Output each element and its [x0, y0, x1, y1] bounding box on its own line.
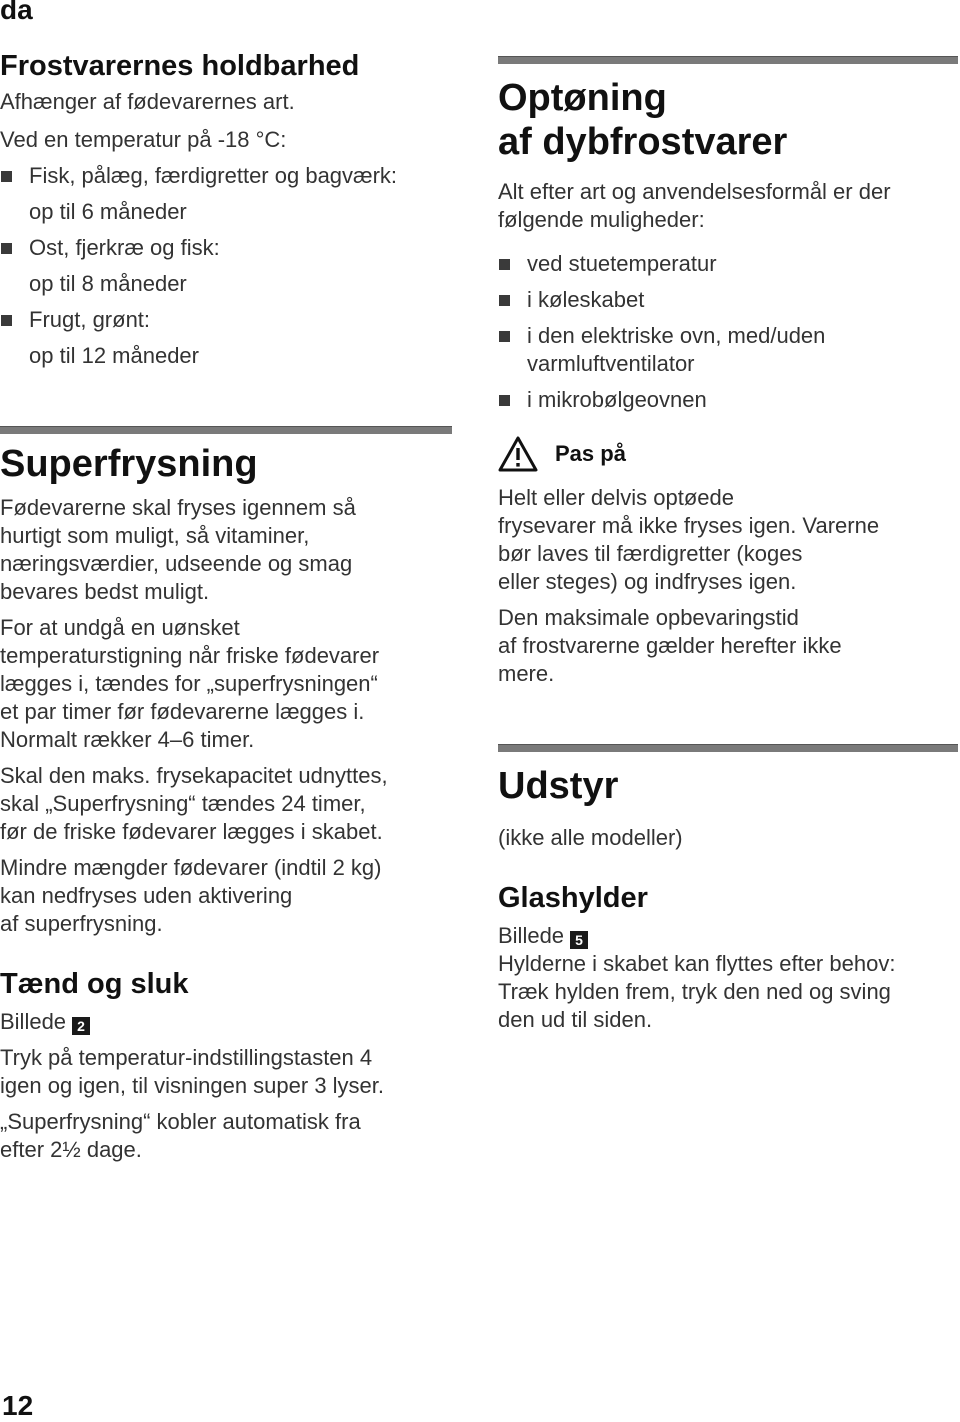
list-item: Ost, fjerkræ og fisk: op til 8 måneder: [0, 234, 452, 298]
paragraph-max-storage: Den maksimale opbevaringstid af frostvarerne gælder herefter ikke mere.: [498, 605, 842, 686]
paragraph-temperature: Ved en temperatur på -18 °C:: [0, 127, 287, 152]
list-item: i den elektriske ovn, med/uden varmluftventilator: [498, 322, 958, 378]
paragraph-auto-off: „Superfrysning“ kobler automatisk fra efter 2½ dage.: [0, 1109, 361, 1162]
figure-reference: Billede 2: [0, 1008, 452, 1036]
list-item: i mikrobølgeovnen: [498, 386, 958, 414]
section-divider: [498, 56, 958, 64]
paragraph-do-not-refreeze: Helt eller delvis optøede frysevarer må ikke fryses igen. Varerne bør laves til færdigretter (koges eller steges) og indfryses igen.: [498, 485, 880, 594]
bullet-square-icon: [1, 171, 12, 182]
bullet-square-icon: [499, 395, 510, 406]
list-item: Fisk, pålæg, færdigretter og bagværk: op til 6 måneder: [0, 162, 452, 226]
bullet-square-icon: [1, 315, 12, 326]
language-code: da: [0, 0, 33, 25]
bullet-square-icon: [499, 331, 510, 342]
warning-title: Pas på: [555, 441, 626, 466]
left-column: [0, 48, 452, 1164]
list-item: i køleskabet: [498, 286, 958, 314]
bullet-square-icon: [499, 259, 510, 270]
paragraph-small-amounts: Mindre mængder fødevarer (indtil 2 kg) kan nedfryses uden aktivering af superfrysning.: [0, 855, 382, 936]
paragraph-avoid-rise: For at undgå en uønsket temperaturstigning når friske fødevarer lægges i, tændes for „superfrysningen“ et par timer før fødevarerne lægges i. Normalt rækker 4–6 timer.: [0, 615, 380, 752]
heading-storage-life: Frostvarernes holdbarhed: [0, 50, 360, 82]
paragraph-shelves-move: Hylderne i skabet kan flyttes efter behov: Træk hylden frem, tryk den ned og sving den ud til siden.: [498, 951, 896, 1032]
paragraph-freeze-fast: Fødevarerne skal fryses igennem så hurtigt som muligt, så vitaminer, næringsværdier, udseende og smag bevares bedst muligt.: [0, 495, 356, 604]
figure-number-badge: 2: [72, 1017, 90, 1035]
paragraph-press-key: Tryk på temperatur-indstillingstasten 4 igen og igen, til visningen super 3 lyser.: [0, 1045, 385, 1098]
section-divider: [498, 744, 958, 752]
page-number: 12: [2, 1390, 34, 1421]
thawing-list: [498, 250, 958, 414]
bullet-square-icon: [499, 295, 510, 306]
heading-thawing: Optøning af dybfrostvarer: [498, 77, 788, 163]
warning-triangle-icon: [498, 436, 538, 472]
figure-number-badge: 5: [570, 931, 588, 949]
section-divider: [0, 426, 452, 434]
list-item: Frugt, grønt: op til 12 måneder: [0, 306, 452, 370]
bullet-square-icon: [1, 243, 12, 254]
paragraph-depends: Afhænger af fødevarernes art.: [0, 89, 295, 114]
heading-equipment: Udstyr: [498, 765, 619, 807]
right-column: [498, 56, 958, 1034]
storage-list: [0, 162, 452, 370]
paragraph-not-all-models: (ikke alle modeller): [498, 825, 683, 850]
figure-reference: Billede 5: [498, 922, 958, 950]
paragraph-max-capacity: Skal den maks. frysekapacitet udnyttes, skal „Superfrysning“ tændes 24 timer, før de friske fødevarer lægges i skabet.: [0, 763, 388, 844]
heading-glass-shelves: Glashylder: [498, 882, 648, 914]
warning-header: [498, 436, 958, 472]
heading-on-off: Tænd og sluk: [0, 968, 189, 1000]
heading-superfreezing: Superfrysning: [0, 443, 258, 485]
paragraph-options: Alt efter art og anvendelsesformål er der følgende muligheder:: [498, 179, 891, 232]
list-item: ved stuetemperatur: [498, 250, 958, 278]
